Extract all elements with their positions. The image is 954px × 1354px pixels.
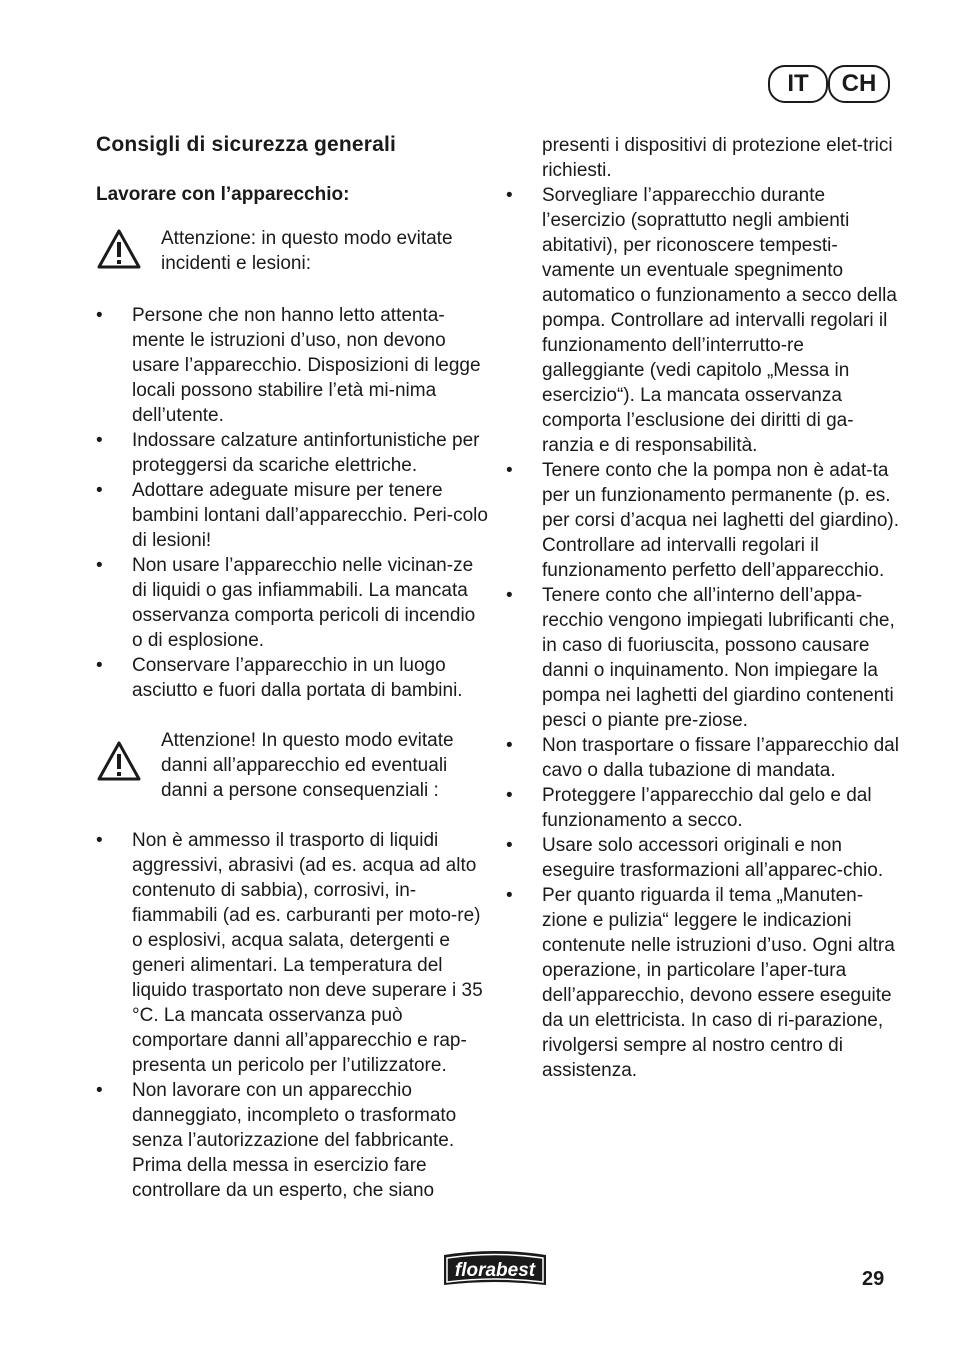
list-item: • Non lavorare con un apparecchio danneggiato, incompleto o trasformato senza l’autorizzazione del fabbricante. Prima della messa in esercizio fare controllare da un esperto, che siano xyxy=(96,1078,491,1203)
logo-text: florabest xyxy=(454,1260,536,1281)
list-item: • Usare solo accessori originali e non eseguire trasformazioni all’apparec-chio. xyxy=(506,833,900,883)
list-item: • Adottare adeguate misure per tenere bambini lontani dall’apparecchio. Peri-colo di lesioni! xyxy=(96,478,491,553)
list-item: • Per quanto riguarda il tema „Manuten-zione e pulizia“ leggere le indicazioni contenute nelle istruzioni d’uso. Ogni altra operazione, in particolare l’aper-tura dell’apparecchio, devono essere eseguite da un elettricista. In caso di ri-parazione, rivolgersi sempre al nostro centro di assistenza. xyxy=(506,883,900,1083)
warning-triangle-icon xyxy=(96,740,142,782)
language-badge-ch: CH xyxy=(828,65,890,103)
list-item: • Tenere conto che la pompa non è adat-ta per un funzionamento permanente (p. es. per corsi d’acqua nei laghetti del giardino). Controllare ad intervalli regolari il funzionamento perfetto dell’apparecchio. xyxy=(506,458,900,583)
list-item: • Non è ammesso il trasporto di liquidi aggressivi, abrasivi (ad es. acqua ad alto contenuto di sabbia), corrosivi, in-fiammabili (ad es. carburanti per moto-re) o esplosivi, acqua salata, detergenti e generi alimentari. La temperatura del liquido trasportato non deve superare i 35 °C. La mancata osservanza può comportare danni all’apparecchio e rap-presenta un pericolo per l’utilizzatore. xyxy=(96,828,491,1078)
warning-text-2: Attenzione! In questo modo evitate danni all’apparecchio ed eventuali danni a persone consequenziali : xyxy=(161,730,454,801)
section-subtitle: Lavorare con l’apparecchio: xyxy=(96,184,350,205)
language-badge-it: IT xyxy=(768,65,828,103)
left-column xyxy=(96,130,491,1203)
list-item: • Non usare l’apparecchio nelle vicinan-ze di liquidi o gas infiammabili. La mancata osservanza comporta pericoli di incendio o di esplosione. xyxy=(96,553,491,653)
list-item: • Sorvegliare l’apparecchio durante l’esercizio (soprattutto negli ambienti abitativi), per riconoscere tempesti-vamente un eventuale spegnimento automatico o funzionamento a secco della pompa. Controllare ad intervalli regolari il funzionamento dell’interrutto-re galleggiante (vedi capitolo „Messa in esercizio“). La mancata osservanza comporta l’esclusione dei diritti di ga-ranzia e di responsabilità. xyxy=(506,183,900,458)
safety-list-2 xyxy=(96,828,491,1203)
section-title: Consigli di sicurezza generali xyxy=(96,133,397,156)
warning-triangle-icon xyxy=(96,228,142,270)
list-item: • Tenere conto che all’interno dell’appa-recchio vengono impiegati lubrificanti che, in caso di fuoriuscita, possono causare danni o inquinamento. Non impiegare la pompa nei laghetti del giardino contenenti pesci o piante pre-ziose. xyxy=(506,583,900,733)
florabest-logo xyxy=(438,1245,552,1296)
warning-text-1: Attenzione: in questo modo evitate incidenti e lesioni: xyxy=(161,228,453,274)
page-number: 29 xyxy=(862,1268,885,1290)
safety-list-3 xyxy=(506,183,900,1083)
list-item: • Proteggere l’apparecchio dal gelo e dal funzionamento a secco. xyxy=(506,783,900,833)
list-item: • Indossare calzature antinfortunistiche per proteggersi da scariche elettriche. xyxy=(96,428,491,478)
warning-block-2 xyxy=(96,728,491,803)
safety-list-1 xyxy=(96,303,491,703)
list-item: • Conservare l’apparecchio in un luogo asciutto e fuori dalla portata di bambini. xyxy=(96,653,491,703)
list-item: • Non trasportare o fissare l’apparecchio dal cavo o dalla tubazione di mandata. xyxy=(506,733,900,783)
warning-block-1 xyxy=(96,226,491,278)
list-item: • Persone che non hanno letto attenta-mente le istruzioni d’uso, non devono usare l’apparecchio. Disposizioni di legge locali possono stabilire l’età mi-nima dell’utente. xyxy=(96,303,491,428)
right-column xyxy=(506,133,900,1083)
continuation-text: presenti i dispositivi di protezione elet-trici richiesti. xyxy=(542,135,893,181)
